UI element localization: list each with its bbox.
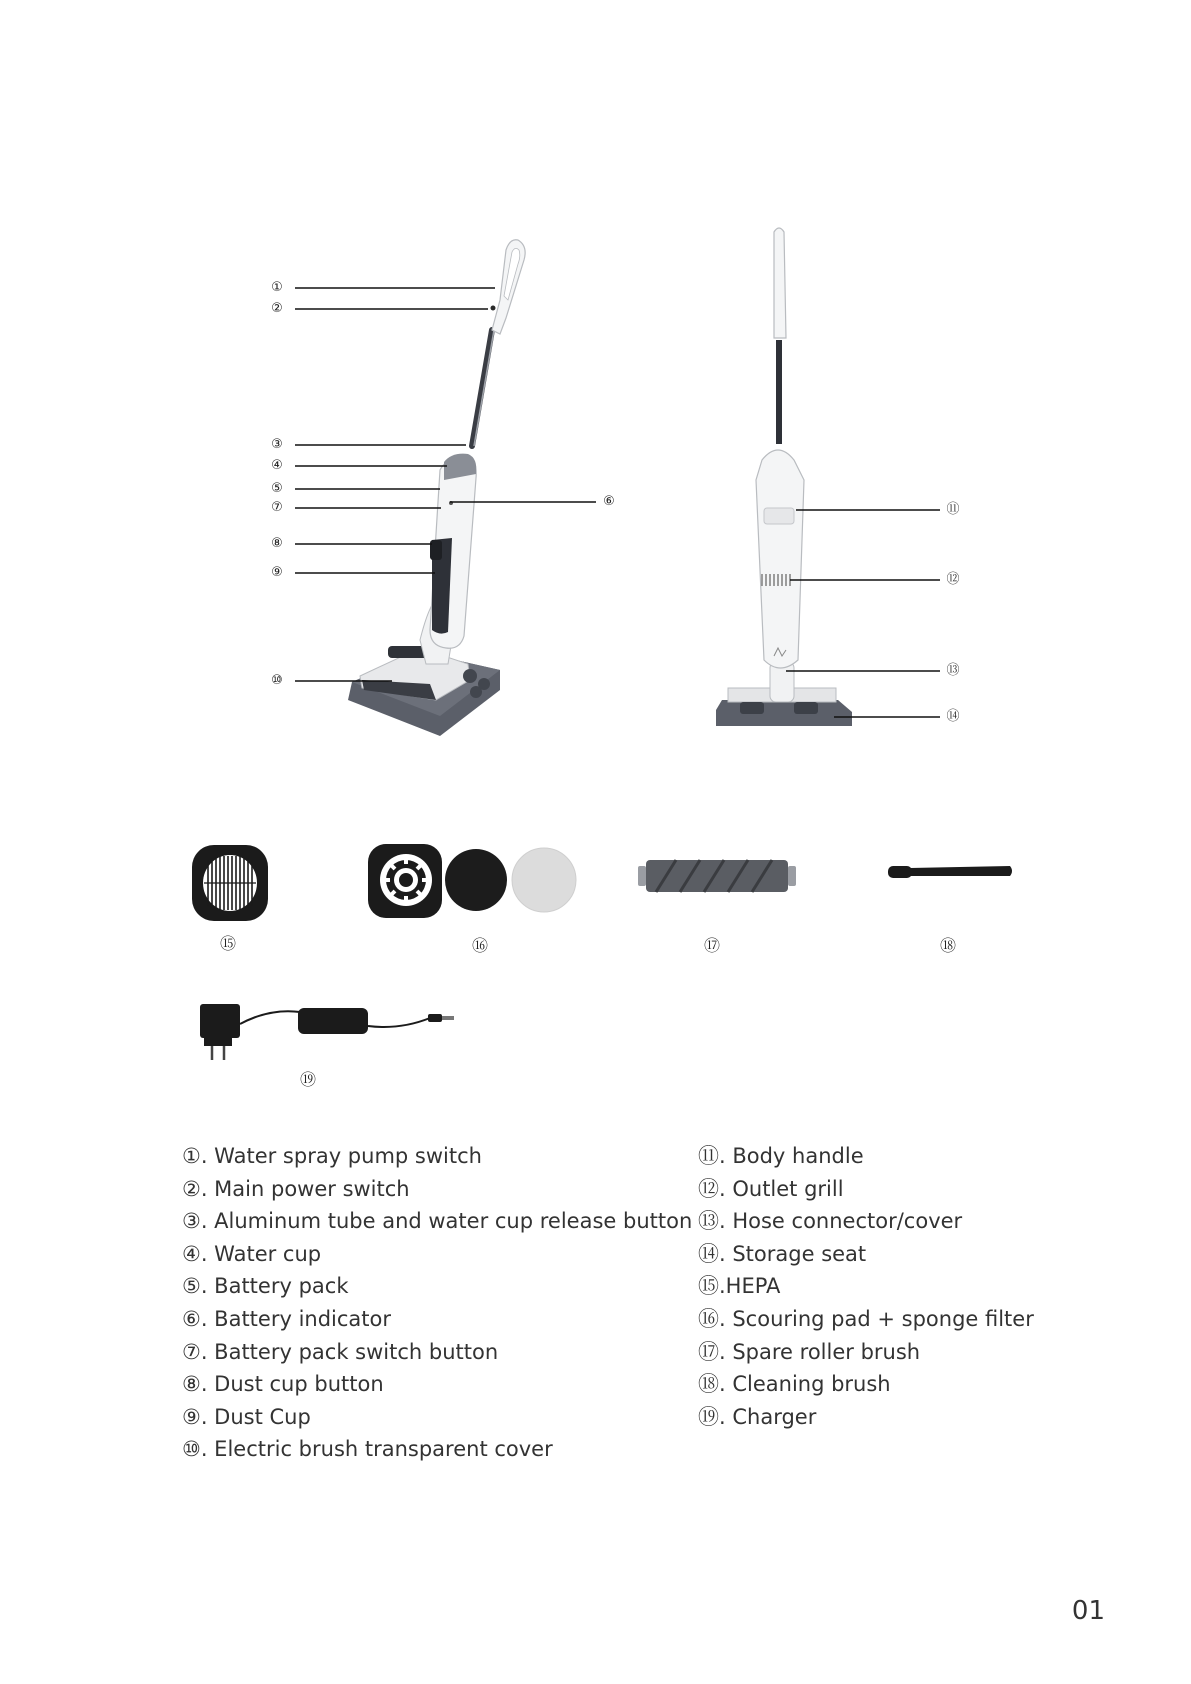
parts-list-left — [182, 1140, 692, 1466]
part-item: ②. Main power switch — [182, 1176, 410, 1201]
part-item: ⑦. Battery pack switch button — [182, 1339, 499, 1364]
accessory-label-18: ⑱ — [939, 936, 956, 955]
part-item: ⑨. Dust Cup — [182, 1404, 311, 1429]
part-item: ③. Aluminum tube and water cup release button — [182, 1209, 693, 1234]
hepa-filter-icon — [192, 845, 268, 921]
part-item: ⑧. Dust cup button — [182, 1372, 384, 1397]
accessory-label-16: ⑯ — [471, 936, 488, 955]
callout-6: ⑥ — [603, 494, 615, 509]
callout-7: ⑦ — [271, 500, 283, 515]
parts-list-right — [698, 1140, 1034, 1433]
part-item: ⑪. Body handle — [698, 1144, 864, 1168]
accessory-label-19: ⑲ — [299, 1070, 316, 1089]
callout-1: ① — [271, 280, 283, 295]
part-item: ④. Water cup — [182, 1241, 322, 1266]
part-item: ①. Water spray pump switch — [182, 1144, 482, 1168]
accessory-label-15: ⑮ — [219, 934, 236, 953]
part-item: ⑬. Hose connector/cover — [698, 1209, 963, 1234]
callout-3: ③ — [271, 437, 283, 452]
vacuum-front-view — [348, 240, 525, 736]
page-number: 01 — [1071, 1596, 1105, 1626]
part-item: ⑤. Battery pack — [182, 1274, 349, 1299]
callout-5: ⑤ — [271, 481, 283, 496]
back-callout-lines — [786, 510, 940, 717]
callout-8: ⑧ — [271, 536, 283, 551]
part-item: ⑫. Outlet grill — [698, 1176, 844, 1201]
part-item: ⑰. Spare roller brush — [698, 1339, 921, 1364]
part-item: ⑲. Charger — [698, 1404, 817, 1429]
charger-icon — [200, 1004, 454, 1060]
callout-11: ⑪ — [946, 502, 960, 517]
callout-12: ⑫ — [946, 572, 960, 587]
part-item: ⑮.HEPA — [698, 1274, 781, 1299]
callout-2: ② — [271, 301, 283, 316]
part-item: ⑩. Electric brush transparent cover — [182, 1437, 553, 1462]
callout-13: ⑬ — [946, 663, 960, 678]
back-base-plate — [716, 700, 852, 726]
cleaning-brush-icon — [888, 866, 1012, 878]
callout-4: ④ — [271, 458, 283, 473]
part-item: ⑱. Cleaning brush — [698, 1372, 891, 1397]
part-item: ⑯. Scouring pad + sponge filter — [698, 1306, 1034, 1331]
part-item: ⑥. Battery indicator — [182, 1306, 392, 1331]
roller-brush-icon — [638, 860, 796, 892]
vacuum-back-view — [716, 228, 852, 726]
part-item: ⑭. Storage seat — [698, 1241, 867, 1266]
scouring-pad-sponge-filter-icon — [368, 844, 576, 918]
callout-10: ⑩ — [271, 673, 283, 688]
callout-9: ⑨ — [271, 565, 283, 580]
callout-14: ⑭ — [946, 709, 960, 724]
accessory-label-17: ⑰ — [703, 936, 720, 955]
